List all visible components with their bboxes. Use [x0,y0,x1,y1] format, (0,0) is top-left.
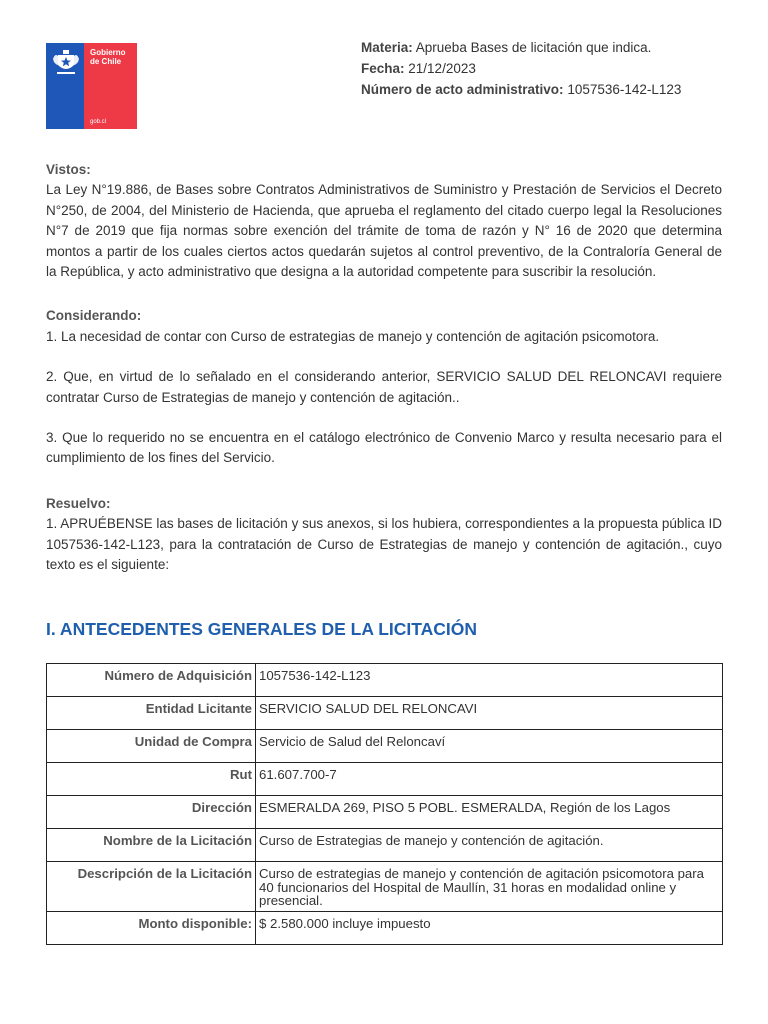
table-row [47,763,723,796]
section-title: I. ANTECEDENTES GENERALES DE LA LICITACIÓN [46,619,478,639]
materia-value: Aprueba Bases de licitación que indica. [415,40,652,55]
document-header [361,37,681,100]
row-key: Monto disponible: [47,911,256,944]
row-key: Entidad Licitante [47,697,256,730]
logo-line-1: Gobierno [90,48,126,57]
logo-line-2: de Chile [90,57,122,66]
document-body [46,160,722,576]
considerando-item-3: 3. Que lo requerido no se encuentra en el catálogo electrónico de Convenio Marco y resulta necesario para el cumplimiento de los fines del Servicio. [46,430,722,466]
considerando-item-1: 1. La necesidad de contar con Curso de estrategias de manejo y contención de agitación psicomotora. [46,328,660,344]
coat-of-arms-icon [50,47,82,79]
acto-line [361,79,681,100]
row-key: Dirección [47,796,256,829]
resuelvo-text: 1. APRUÉBENSE las bases de licitación y sus anexos, si los hubiera, correspondientes a la propuesta pública ID 1057536-142-L123, para la contratación de Curso de Estrategias de manejo y contención de agitación., cuyo texto es el siguiente: [46,516,722,573]
table-row [47,911,723,944]
row-value: 61.607.700-7 [256,763,723,796]
table-row [47,829,723,862]
acto-label: Número de acto administrativo: [361,82,564,97]
row-key: Nombre de la Licitación [47,829,256,862]
table-row [47,862,723,912]
row-value: 1057536-142-L123 [256,664,723,697]
resuelvo-label: Resuelvo: [46,495,111,511]
row-key: Rut [47,763,256,796]
fecha-label: Fecha: [361,61,405,76]
row-key: Número de Adquisición [47,664,256,697]
row-value: Curso de Estrategias de manejo y contención de agitación. [256,829,723,862]
table-row [47,664,723,697]
row-value: Servicio de Salud del Reloncaví [256,730,723,763]
antecedentes-table [46,663,723,945]
vistos-text: La Ley N°19.886, de Bases sobre Contratos Administrativos de Suministro y Prestación de Servicios el Decreto N°250, de 2004, del Ministerio de Hacienda, que aprueba el reglamento del citado cuerpo legal la Resoluciones N°7 de 2019 que fija normas sobre exención del trámite de toma de razón y N° 16 de 2020 que determina montos a partir de los cuales ciertos actos quedarán sujetos al control preventivo, de la Contraloría General de la República, y acto administrativo que designa a la autoridad competente para suscribir la resolución. [46,182,722,280]
table-row [47,697,723,730]
logo-url: gob.cl [90,119,107,125]
fecha-line [361,58,681,79]
row-value: $ 2.580.000 incluye impuesto [256,911,723,944]
row-value: SERVICIO SALUD DEL RELONCAVI [256,697,723,730]
table-row [47,730,723,763]
acto-value: 1057536-142-L123 [567,82,682,97]
materia-label: Materia: [361,40,413,55]
row-value: ESMERALDA 269, PISO 5 POBL. ESMERALDA, Región de los Lagos [256,796,723,829]
considerando-label: Considerando: [46,308,142,324]
fecha-value: 21/12/2023 [408,61,476,76]
table-row [47,796,723,829]
gobierno-de-chile-logo [46,43,137,129]
row-key: Descripción de la Licitación [47,862,256,912]
row-key: Unidad de Compra [47,730,256,763]
considerando-item-2: 2. Que, en virtud de lo señalado en el considerando anterior, SERVICIO SALUD DEL RELONCAVI requiere contratar Curso de Estrategias de manejo y contención de agitación.. [46,369,722,405]
row-value: Curso de estrategias de manejo y contención de agitación psicomotora para 40 funcionarios del Hospital de Maullín, 31 horas en modalidad online y presencial. [256,862,723,912]
materia-line [361,37,681,58]
vistos-label: Vistos: [46,162,91,177]
